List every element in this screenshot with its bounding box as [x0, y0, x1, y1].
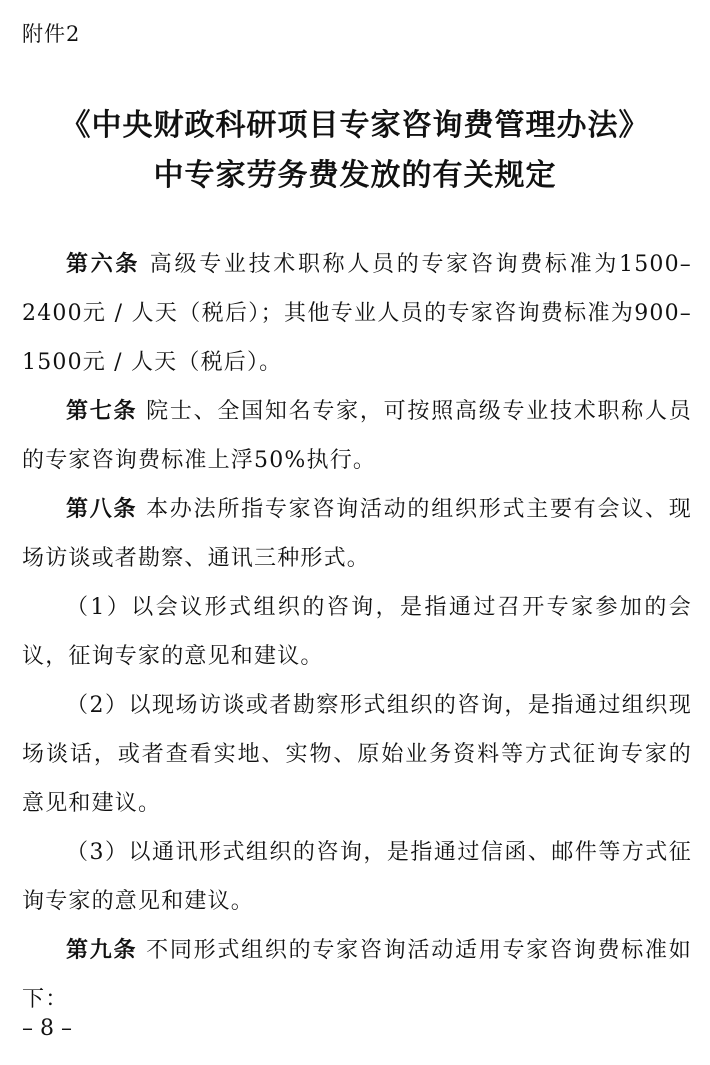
article-text: （2）以现场访谈或者勘察形式组织的咨询，是指通过组织现场谈话，或者查看实地、实物、原始业务资料等方式征询专家的意见和建议。 [22, 693, 692, 816]
document-title-line-2: 中专家劳务费发放的有关规定 [153, 158, 557, 193]
article-label: 第七条 [66, 399, 138, 424]
article-text: 院士、全国知名专家，可按照高级专业技术职称人员的专家咨询费标准上浮50%执行。 [22, 399, 692, 473]
article-8-item-3 [22, 828, 692, 926]
document-title-line-1: 《中央财政科研项目专家咨询费管理办法》 [60, 108, 650, 143]
article-text: 高级专业技术职称人员的专家咨询费标准为1500–2400元 / 人天（税后）；其他专业人员的专家咨询费标准为900–1500元 / 人天（税后）。 [22, 252, 692, 375]
article-label: 第六条 [66, 252, 141, 277]
page-number: – 8 – [22, 1016, 72, 1041]
article-text: 不同形式组织的专家咨询活动适用专家咨询费标准如下： [22, 938, 692, 1012]
attachment-label: 附件2 [22, 22, 81, 46]
article-9 [22, 926, 692, 1024]
article-text: 本办法所指专家咨询活动的组织形式主要有会议、现场访谈或者勘察、通讯三种形式。 [22, 497, 692, 571]
article-text: （3）以通讯形式组织的咨询，是指通过信函、邮件等方式征询专家的意见和建议。 [22, 840, 692, 914]
article-8 [22, 485, 692, 583]
article-8-item-2 [22, 681, 692, 828]
article-text: （1）以会议形式组织的咨询，是指通过召开专家参加的会议，征询专家的意见和建议。 [22, 595, 692, 669]
article-7 [22, 387, 692, 485]
article-label: 第八条 [66, 497, 138, 522]
document-body [22, 240, 692, 1024]
article-8-item-1 [22, 583, 692, 681]
article-label: 第九条 [66, 938, 138, 963]
article-6 [22, 240, 692, 387]
